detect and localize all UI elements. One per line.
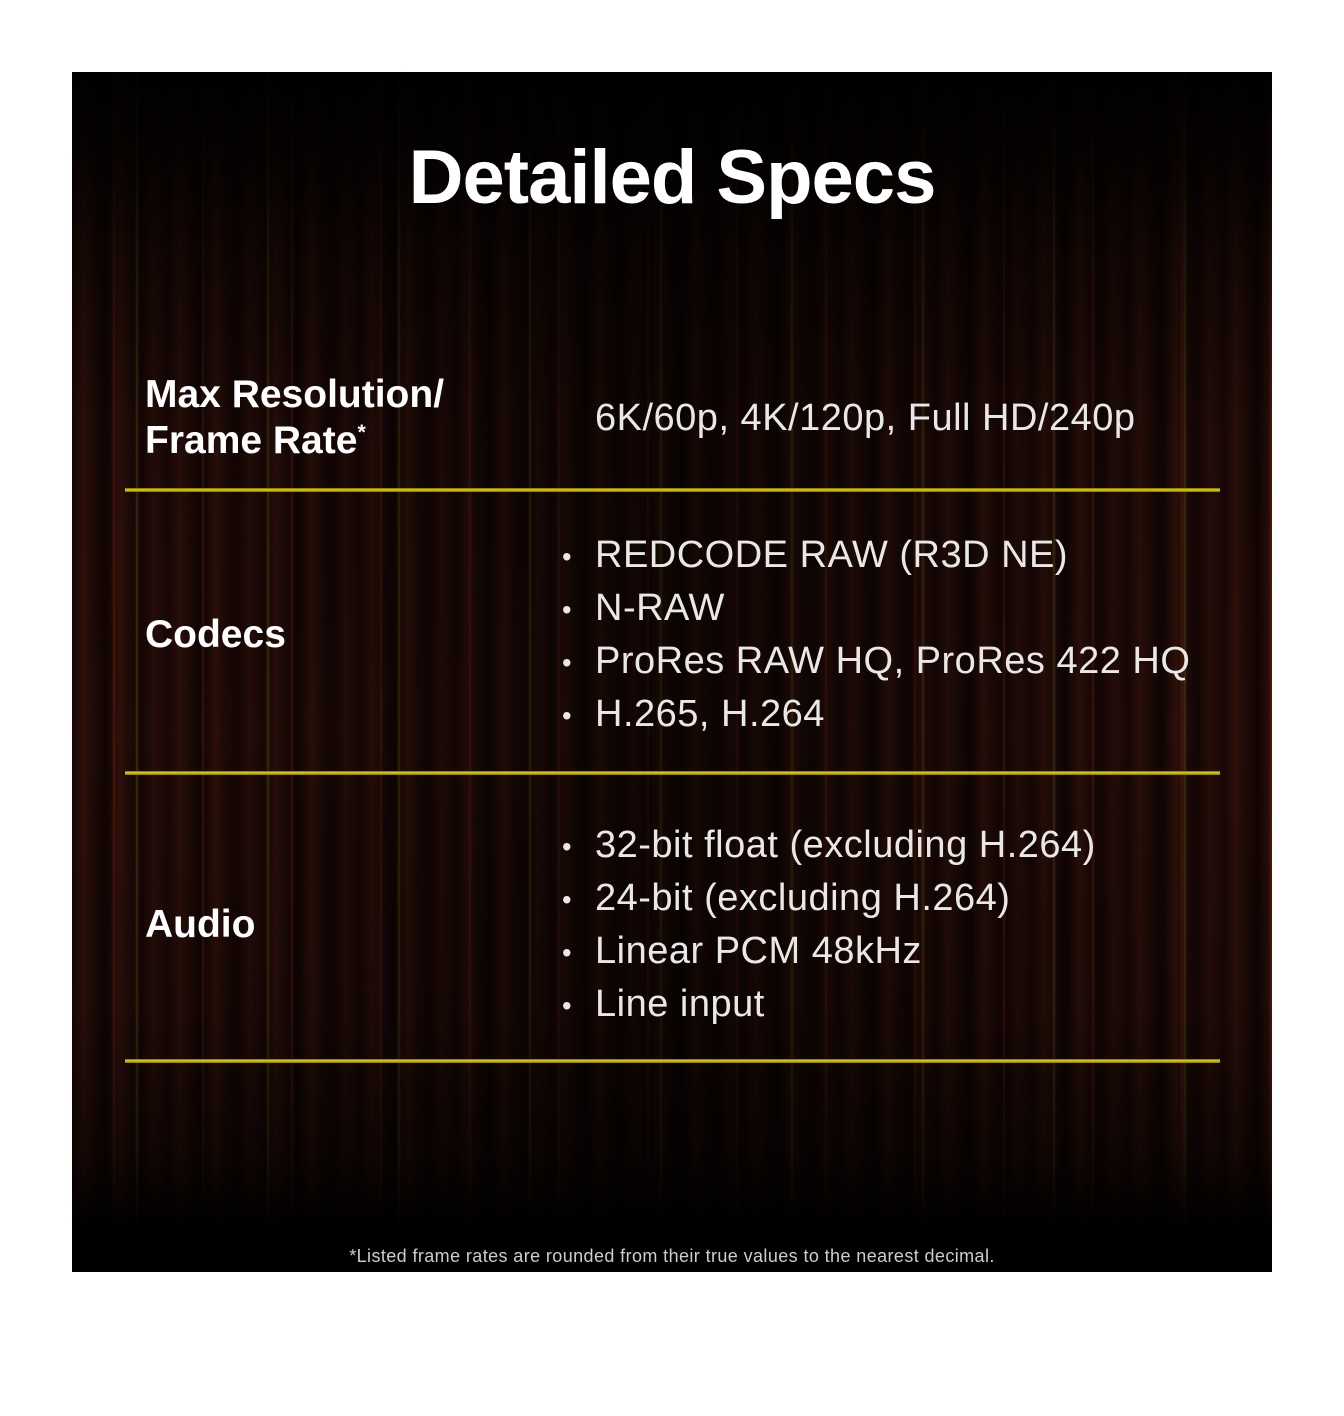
- codec-list: [595, 529, 1272, 741]
- specs-panel: [72, 72, 1272, 1272]
- divider: [125, 1059, 1220, 1063]
- spec-row-codecs: [72, 529, 1272, 741]
- label-line-1: Max Resolution/: [145, 372, 445, 416]
- label-line-1: Codecs: [145, 612, 286, 656]
- spec-row-audio: [72, 819, 1272, 1031]
- list-item: • Line input: [595, 978, 1272, 1031]
- audio-list: [595, 819, 1272, 1031]
- divider: [125, 488, 1220, 492]
- label-line-2: [145, 418, 595, 464]
- footnote-asterisk: *: [357, 419, 366, 444]
- spec-row-max-resolution: [72, 372, 1272, 464]
- footnote: *Listed frame rates are rounded from their true values to the nearest decimal.: [349, 1245, 995, 1266]
- divider: [125, 771, 1220, 775]
- page-title: Detailed Specs: [408, 135, 936, 220]
- list-item: • REDCODE RAW (R3D NE): [595, 529, 1272, 582]
- row-label-audio: [72, 902, 595, 948]
- list-item: • 32-bit float (excluding H.264): [595, 819, 1272, 872]
- list-item: • Linear PCM 48kHz: [595, 925, 1272, 978]
- list-item: • 24-bit (excluding H.264): [595, 872, 1272, 925]
- label-line-1: Audio: [145, 902, 256, 946]
- list-item: • N-RAW: [595, 582, 1272, 635]
- list-item: • ProRes RAW HQ, ProRes 422 HQ: [595, 635, 1272, 688]
- row-label-codecs: [72, 612, 595, 658]
- list-item: • H.265, H.264: [595, 688, 1272, 741]
- row-value-max-resolution: 6K/60p, 4K/120p, Full HD/240p: [595, 396, 1136, 439]
- label-text: Frame Rate: [145, 418, 358, 462]
- page: [0, 72, 1344, 1416]
- row-label-max-resolution: [72, 372, 595, 464]
